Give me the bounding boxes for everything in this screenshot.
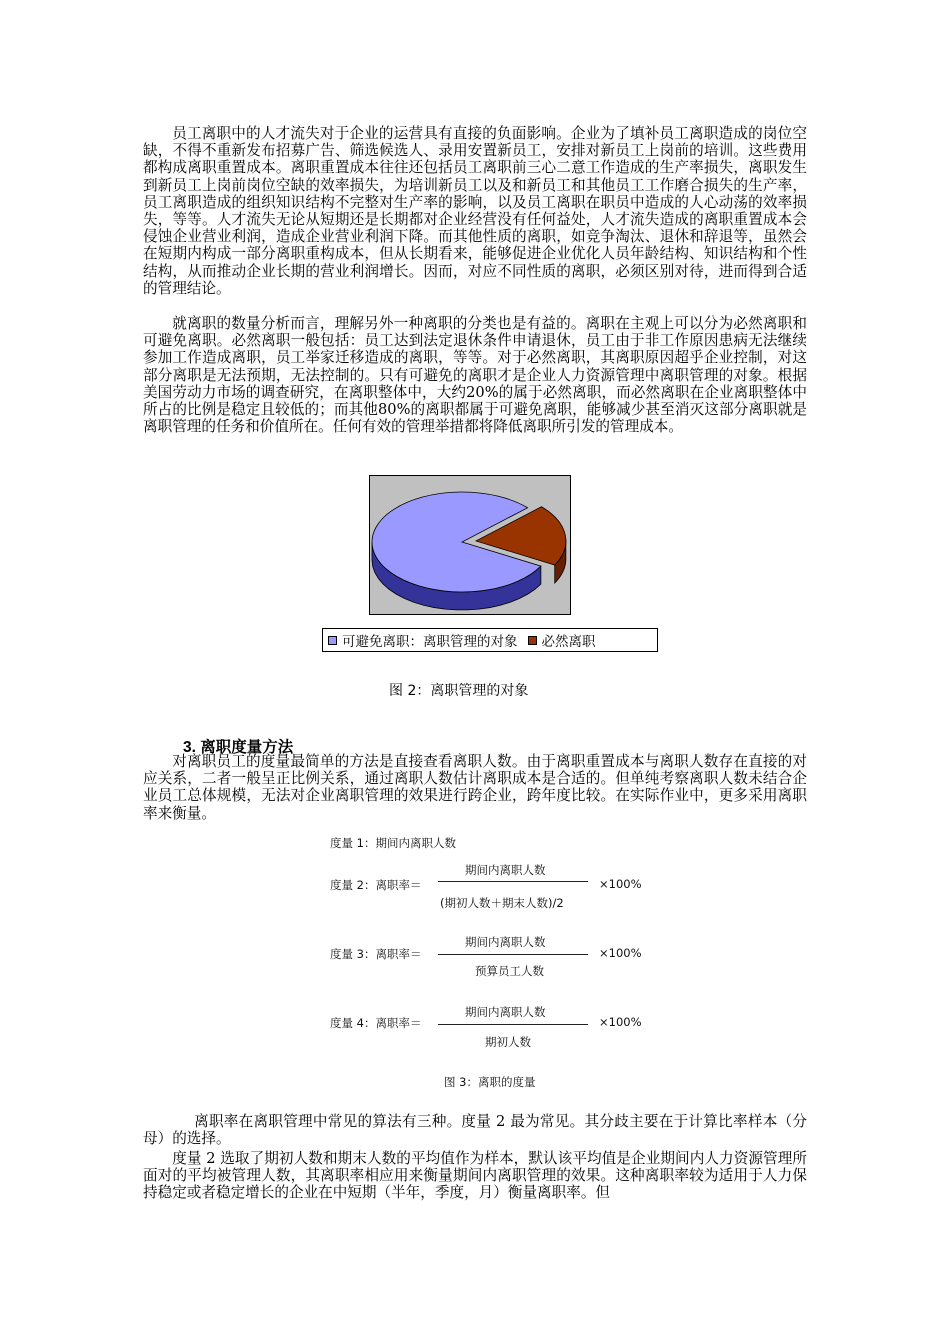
chart-legend xyxy=(322,628,658,652)
legend-item-avoidable xyxy=(328,630,518,650)
measure4-label: 度量 4：离职率＝ xyxy=(330,1016,422,1030)
measure3-numerator: 期间内离职人数 xyxy=(465,935,546,949)
measure2-denominator: (期初人数＋期末人数)/2 xyxy=(440,896,564,910)
measure4-fraction-bar xyxy=(438,1024,588,1025)
figure3-caption: 图 3：离职的度量 xyxy=(444,1075,536,1089)
paragraph-measure2: 度量 2 选取了期初人数和期末人数的平均值作为样本，默认该平均值是企业期间内人力资源管理所面对的平均被管理人数，其离职率相应用来衡量期间内离职管理的效果。这种离职率较为适用于人力保持稳定或者稳定增长的企业在中短期（半年，季度，月）衡量离职率。但 xyxy=(143,1150,807,1202)
measure4-denominator: 期初人数 xyxy=(485,1035,531,1049)
paragraph-turnover-cost: 员工离职中的人才流失对于企业的运营具有直接的负面影响。企业为了填补员工离职造成的岗位空缺，不得不重新发布招募广告、筛选候选人、录用安置新员工，安排对新员工上岗前的培训。这些费用都构成离职重置成本。离职重置成本往往还包括员工离职前三心二意工作造成的生产率损失，离职发生到新员工上岗前岗位空缺的效率损失，为培训新员工以及和新员工和其他员工工作磨合损失的生产率，员工离职造成的组织知识结构不完整对生产率的影响，以及员工离职在职员中造成的人心动荡的效率损失，等等。人才流失无论从短期还是长期都对企业经营没有任何益处，人才流失造成的离职重置成本会侵蚀企业营业利润，造成企业营业利润下降。而其他性质的离职，如竞争淘汰、退休和辞退等，虽然会在短期内构成一部分离职重构成本，但从长期看来，能够促进企业优化人员年龄结构、知识结构和个性结构，从而推动企业长期的营业利润增长。因而，对应不同性质的离职，必须区别对待，进而得到合适的管理结论。 xyxy=(143,125,807,297)
legend-label-inevitable: 必然离职 xyxy=(541,634,596,650)
paragraph-measurement: 对离职员工的度量最简单的方法是直接查看离职人数。由于离职重置成本与离职人数存在直接的对应关系，二者一般呈正比例关系，通过离职人数估计离职成本是合适的。但单纯考察离职人数未结合企业员工总体规模，无法对企业离职管理的效果进行跨企业，跨年度比较。在实际作业中，更多采用离职率来衡量。 xyxy=(143,753,807,822)
figure2-caption: 图 2：离职管理的对象 xyxy=(389,683,529,699)
measure3-label: 度量 3：离职率＝ xyxy=(330,947,422,961)
measure3-multiplier: ×100% xyxy=(599,946,642,960)
section-heading: 3. 离职度量方法 xyxy=(183,739,294,756)
paragraph-turnover-classification: 就离职的数量分析而言，理解另外一种离职的分类也是有益的。离职在主观上可以分为必然离职和可避免离职。必然离职一般包括：员工达到法定退休条件申请退休，员工由于非工作原因患病无法继续参加工作造成离职，员工举家迁移造成的离职，等等。对于必然离职，其离职原因超乎企业控制，对这部分离职是无法预期，无法控制的。只有可避免的离职才是企业人力资源管理中离职管理的对象。根据美国劳动力市场的调查研究，在离职整体中，大约20%的属于必然离职，而必然离职在企业离职整体中所占的比例是稳定且较低的；而其他80%的离职都属于可避免离职，能够减少甚至消灭这部分离职就是离职管理的任务和价值所在。任何有效的管理举措都将降低离职所引发的管理成本。 xyxy=(143,315,807,436)
measure3-fraction-bar xyxy=(438,954,588,955)
legend-item-inevitable xyxy=(528,630,596,650)
paragraph-rate-methods: 离职率在离职管理中常见的算法有三种。度量 2 最为常见。其分歧主要在于计算比率样本（分母）的选择。 xyxy=(143,1113,807,1148)
measure4-numerator: 期间内离职人数 xyxy=(465,1005,546,1019)
measure2-multiplier: ×100% xyxy=(599,877,642,891)
legend-label-avoidable: 可避免离职：离职管理的对象 xyxy=(342,634,518,650)
measure2-fraction-bar xyxy=(438,881,588,882)
measure4-multiplier: ×100% xyxy=(599,1015,642,1029)
measure2-numerator: 期间内离职人数 xyxy=(465,863,546,877)
pie-chart xyxy=(369,475,571,615)
measure3-denominator: 预算员工人数 xyxy=(475,964,544,978)
legend-swatch-inevitable xyxy=(528,636,537,645)
measure2-label: 度量 2：离职率＝ xyxy=(330,878,422,892)
measure1-text: 度量 1：期间内离职人数 xyxy=(330,836,456,850)
legend-swatch-avoidable xyxy=(328,636,337,645)
